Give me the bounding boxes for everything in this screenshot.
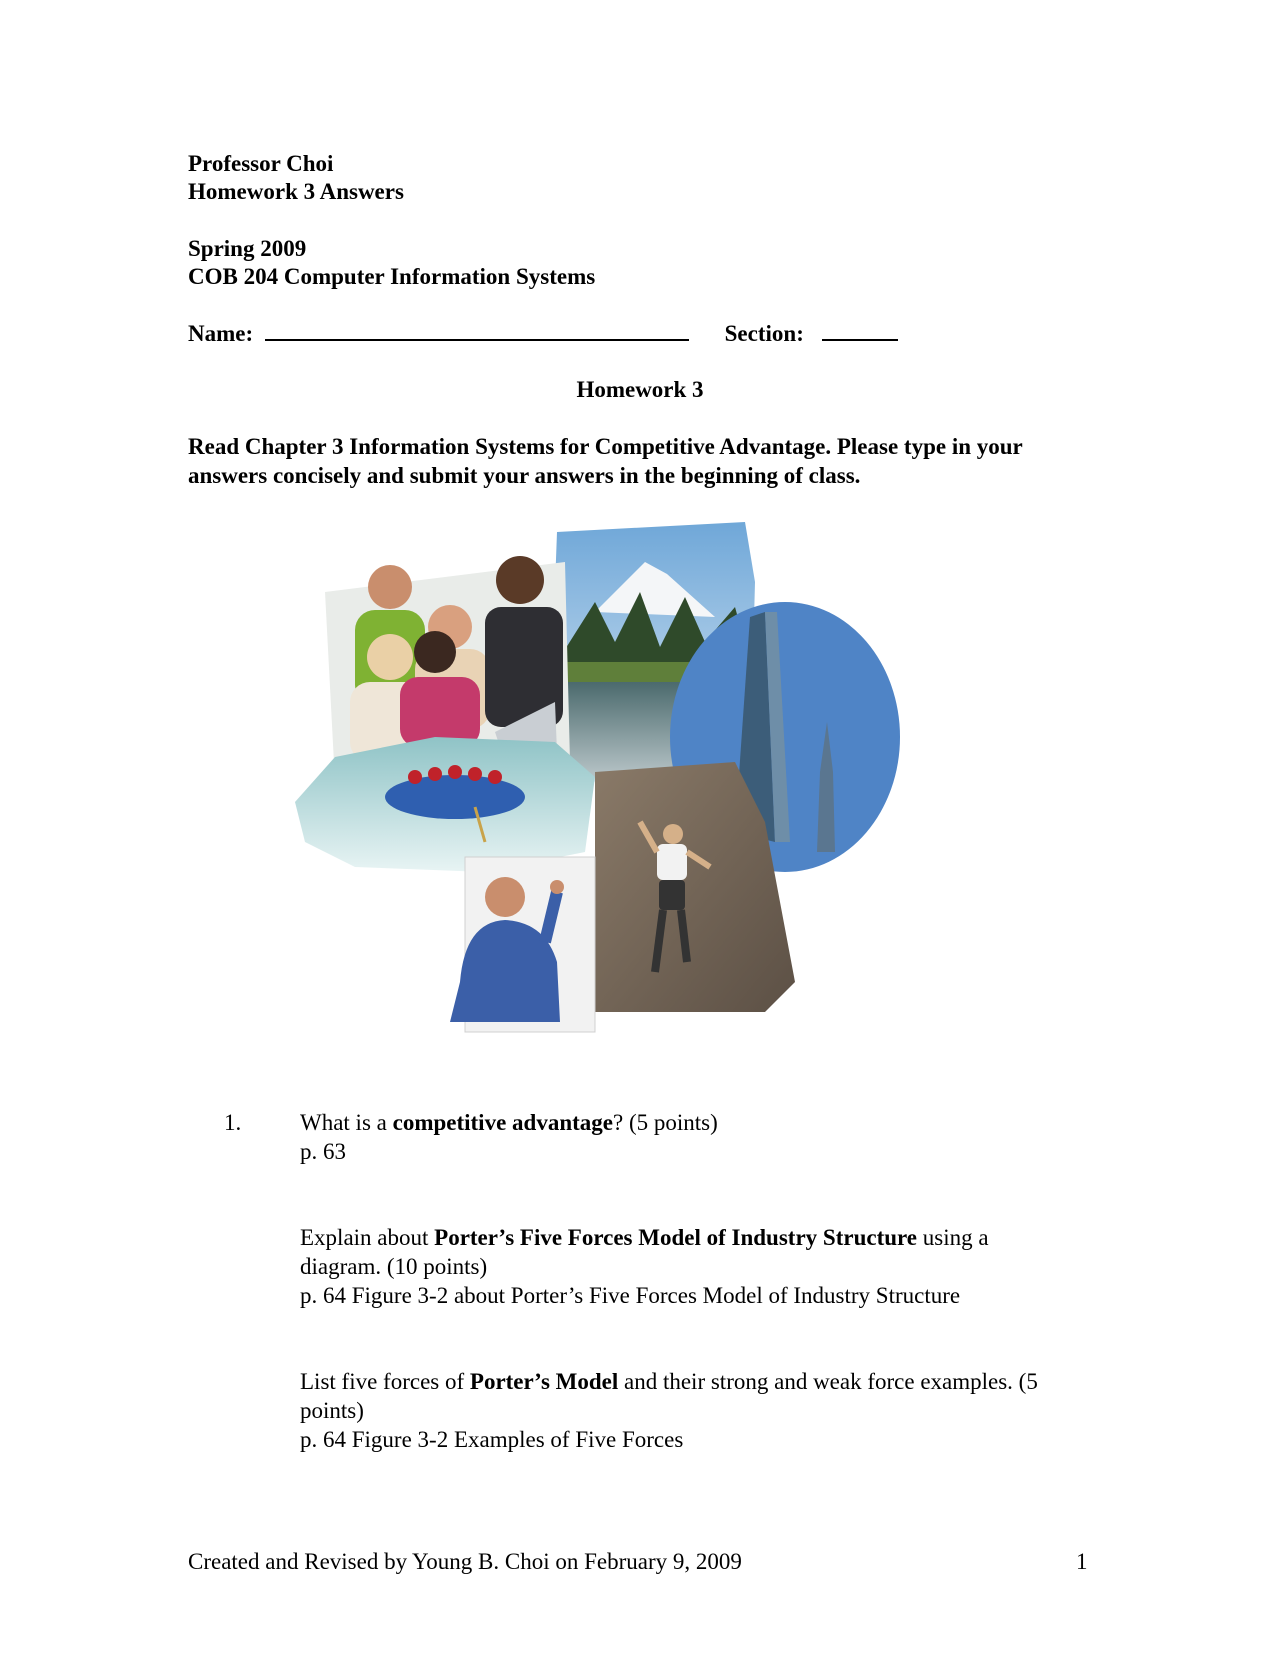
- question-1-answer: p. 63: [300, 1139, 346, 1164]
- question-1-text-pre: What is a: [300, 1110, 393, 1135]
- presenter-photo: [450, 857, 595, 1032]
- question-3-answer: p. 64 Figure 3-2 Examples of Five Forces: [300, 1427, 684, 1452]
- question-1: [300, 1108, 1100, 1137]
- question-2-answer: p. 64 Figure 3-2 about Porter’s Five Forces Model of Industry Structure: [300, 1283, 961, 1308]
- question-1-text-bold: competitive advantage: [392, 1110, 613, 1135]
- name-label: Name:: [188, 321, 254, 346]
- question-1-text-post: ? (5 points): [613, 1110, 718, 1135]
- question-3: [300, 1367, 1100, 1425]
- section-label: Section:: [724, 321, 804, 346]
- homework-answers-heading: Homework 3 Answers: [188, 179, 404, 204]
- collage-image: [295, 522, 910, 1067]
- term-label: Spring 2009: [188, 236, 307, 261]
- footer-credit: Created and Revised by Young B. Choi on February 9, 2009: [188, 1549, 742, 1574]
- section-blank[interactable]: [822, 319, 898, 341]
- question-2-text-pre: Explain about: [300, 1225, 435, 1250]
- page-title: Homework 3: [576, 377, 704, 402]
- question-3-text-bold: Porter’s Model: [469, 1369, 619, 1394]
- question-3-text-pre: List five forces of: [300, 1369, 470, 1394]
- question-2-text-bold: Porter’s Five Forces Model of Industry Structure: [434, 1225, 918, 1250]
- question-3-text-post: and their strong and weak force examples. (5 points): [300, 1369, 1038, 1423]
- professor-name: Professor Choi: [188, 151, 334, 176]
- name-section-row: [188, 319, 898, 348]
- instructions-paragraph: Read Chapter 3 Information Systems for Competitive Advantage. Please type in your answers concisely and submit your answers in the beginning of class.: [188, 434, 1023, 488]
- page-number: 1: [1076, 1549, 1088, 1574]
- question-2: [300, 1223, 1060, 1281]
- course-title: COB 204 Computer Information Systems: [188, 264, 596, 289]
- question-1-number: 1.: [224, 1110, 242, 1135]
- name-blank[interactable]: [265, 319, 689, 341]
- rafting-photo: [295, 737, 595, 872]
- question-2-text-post: using a diagram. (10 points): [300, 1225, 989, 1279]
